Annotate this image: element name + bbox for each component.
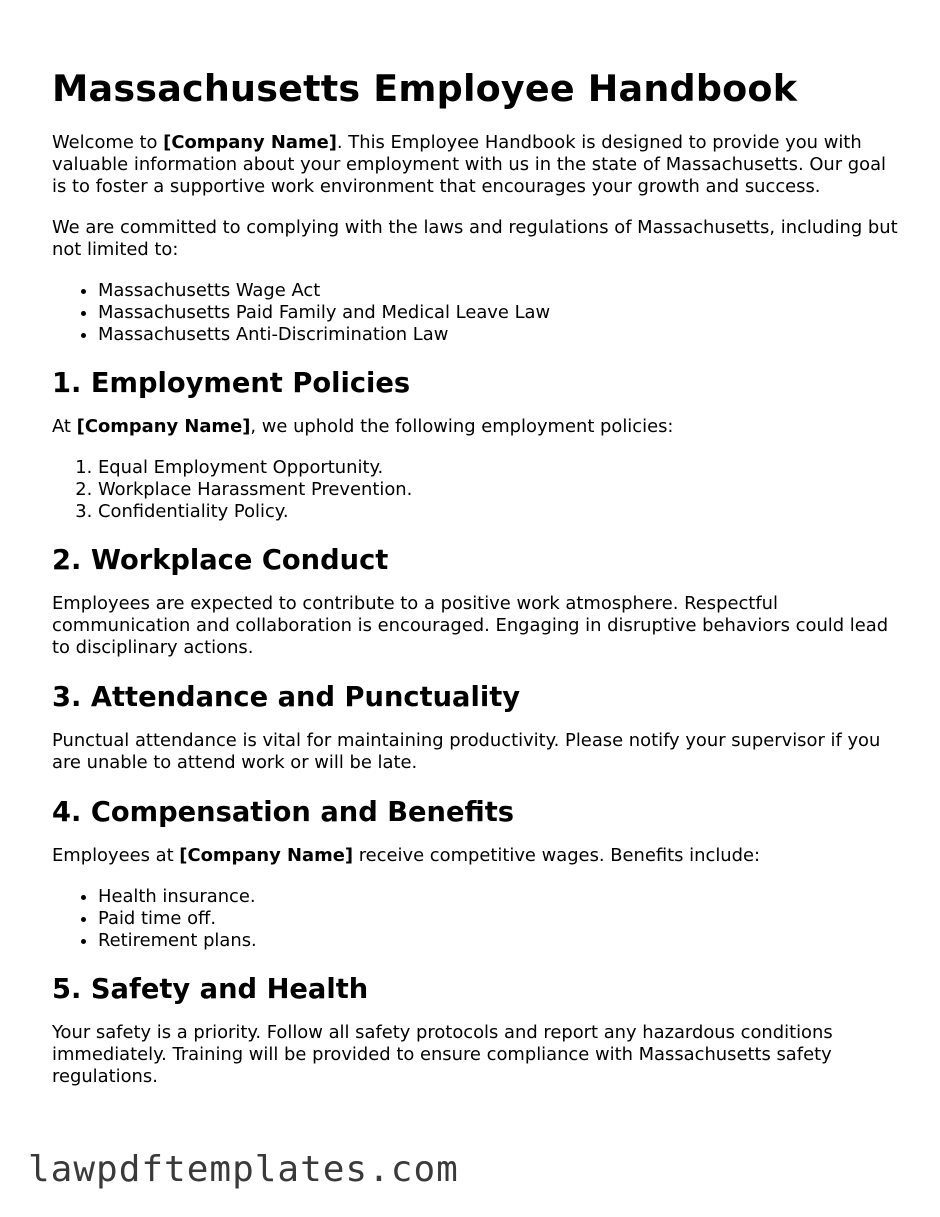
attendance-paragraph: Punctual attendance is vital for maintaining productivity. Please notify your supervisor if you are unable to attend work or will be late. — [52, 730, 881, 773]
company-name-placeholder: [Company Name] — [76, 416, 251, 437]
list-item: • Massachusetts Anti-Discrimination Law — [98, 324, 902, 346]
employment-text-end: , we uphold the following employment policies: — [250, 416, 674, 437]
watermark: lawpdftemplates.com — [28, 1149, 459, 1190]
intro-text-end: . This Employee Handbook is designed to provide you with valuable information about your employment with us in the state of Massachusetts. Our goal is to foster a supportive work environment that encourages your growth and success. — [52, 132, 887, 197]
laws-list — [52, 280, 902, 346]
conduct-paragraph: Employees are expected to contribute to a positive work atmosphere. Respectful communication and collaboration is encouraged. Engaging in disruptive behaviors could lead to disciplinary actions. — [52, 593, 889, 658]
employment-text-start: At — [52, 416, 77, 437]
section-heading-conduct: 2. Workplace Conduct — [52, 545, 389, 576]
list-item: 2. Workplace Harassment Prevention. — [98, 479, 902, 501]
section-heading-compensation: 4. Compensation and Benefits — [52, 797, 515, 828]
section-heading-employment: 1. Employment Policies — [52, 368, 411, 399]
employment-policies-list — [52, 457, 902, 523]
list-item: • Paid time off. — [98, 908, 902, 930]
intro-paragraph — [52, 132, 902, 198]
compensation-text-end: receive competitive wages. Benefits include: — [353, 845, 761, 866]
section-heading-attendance: 3. Attendance and Punctuality — [52, 682, 521, 713]
list-item: • Massachusetts Wage Act — [98, 280, 902, 302]
list-item: • Retirement plans. — [98, 930, 902, 952]
section-heading-safety: 5. Safety and Health — [52, 974, 369, 1005]
list-item: 1. Equal Employment Opportunity. — [98, 457, 902, 479]
list-item: 3. Confidentiality Policy. — [98, 501, 902, 523]
list-item: • Massachusetts Paid Family and Medical Leave Law — [98, 302, 902, 324]
employment-paragraph — [52, 416, 902, 438]
company-name-placeholder: [Company Name] — [179, 845, 354, 866]
compensation-paragraph — [52, 845, 902, 867]
compliance-paragraph: We are committed to complying with the laws and regulations of Massachusetts, including but not limited to: — [52, 217, 898, 260]
page-title: Massachusetts Employee Handbook — [52, 67, 798, 110]
compensation-text-start: Employees at — [52, 845, 180, 866]
document-page — [52, 62, 902, 1107]
benefits-list — [52, 886, 902, 952]
list-item: • Health insurance. — [98, 886, 902, 908]
company-name-placeholder: [Company Name] — [163, 132, 337, 153]
intro-text-start: Welcome to — [52, 132, 164, 153]
safety-paragraph: Your safety is a priority. Follow all safety protocols and report any hazardous conditions immediately. Training will be provided to ensure compliance with Massachusetts safety regulations. — [52, 1022, 833, 1087]
